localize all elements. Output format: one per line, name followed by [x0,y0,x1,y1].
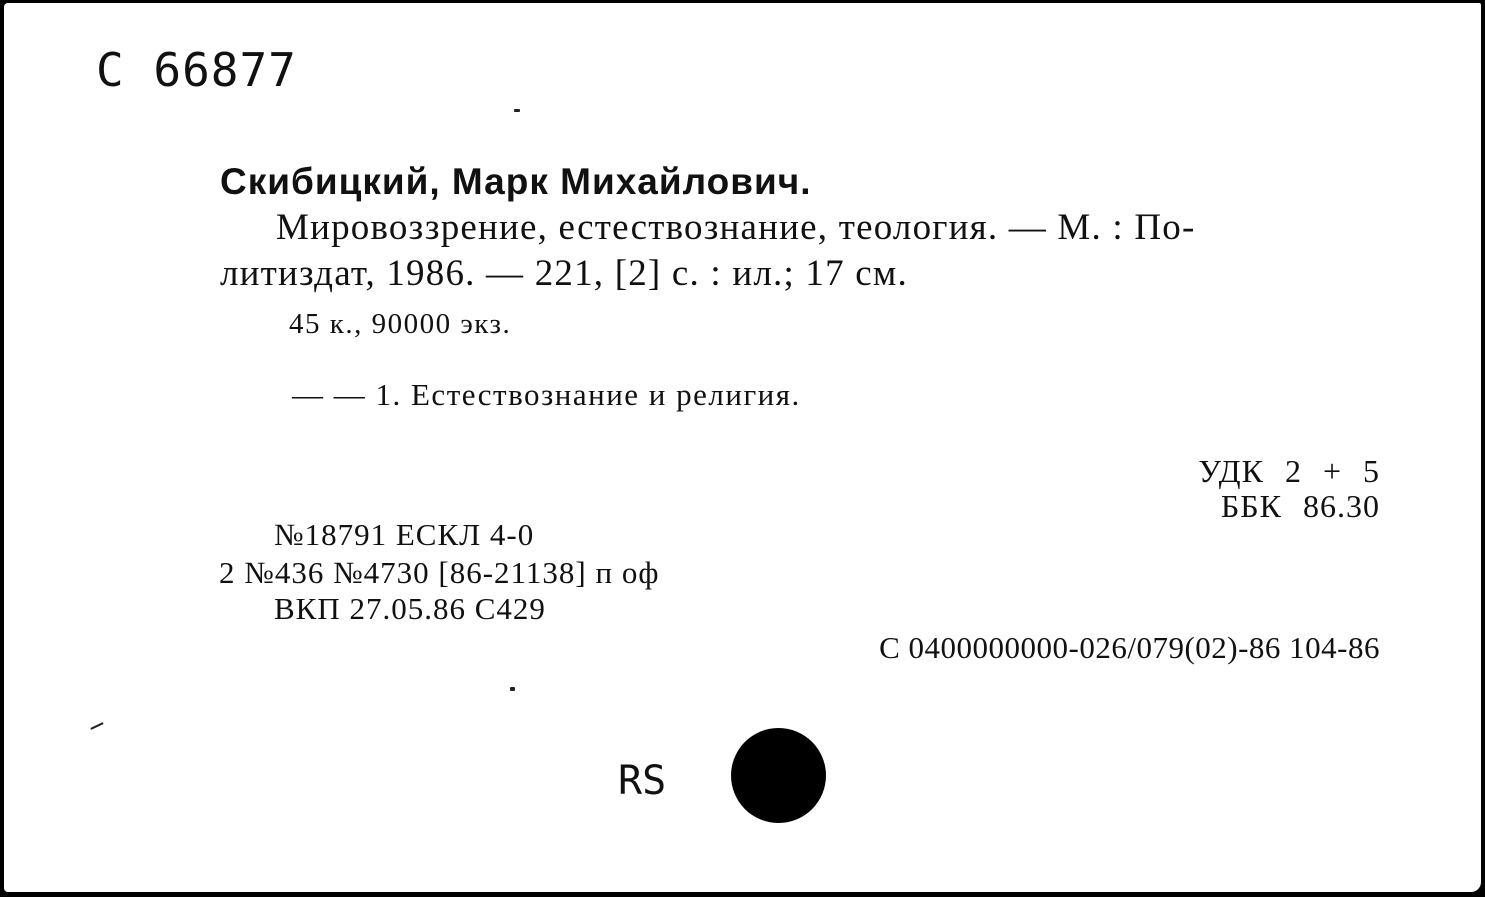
author-heading: Скибицкий, Марк Михайлович. [220,161,812,202]
title-line-1: Мировоззрение, естествознание, теология. — М. : По- [276,207,1196,248]
subject-heading: — — 1. Естествознание и религия. [292,377,801,412]
call-number: С 66877 [96,43,297,97]
title-line-2: литиздат, 1986. — 221, [2] с. : ил.; 17 см. [220,253,908,294]
record-number: №18791 ЕСКЛ 4-0 [274,517,535,552]
price-copies: 45 к., 90000 экз. [289,308,512,340]
bbk-classification: ББК 86.30 [1220,488,1380,524]
punch-hole [731,728,826,823]
record-details: 2 №436 №4730 [86-21138] п оф [219,555,660,590]
vkp-line: ВКП 27.05.86 С429 [274,591,546,626]
catalog-card [4,3,1481,892]
ink-speck [514,109,520,112]
index-code: С 0400000000-026/079(02)-86 104-86 [879,630,1380,665]
rs-stamp: RS [618,758,667,804]
ink-speck [90,722,104,730]
udk-classification: УДК 2 + 5 [1198,453,1380,489]
ink-speck [510,687,515,691]
